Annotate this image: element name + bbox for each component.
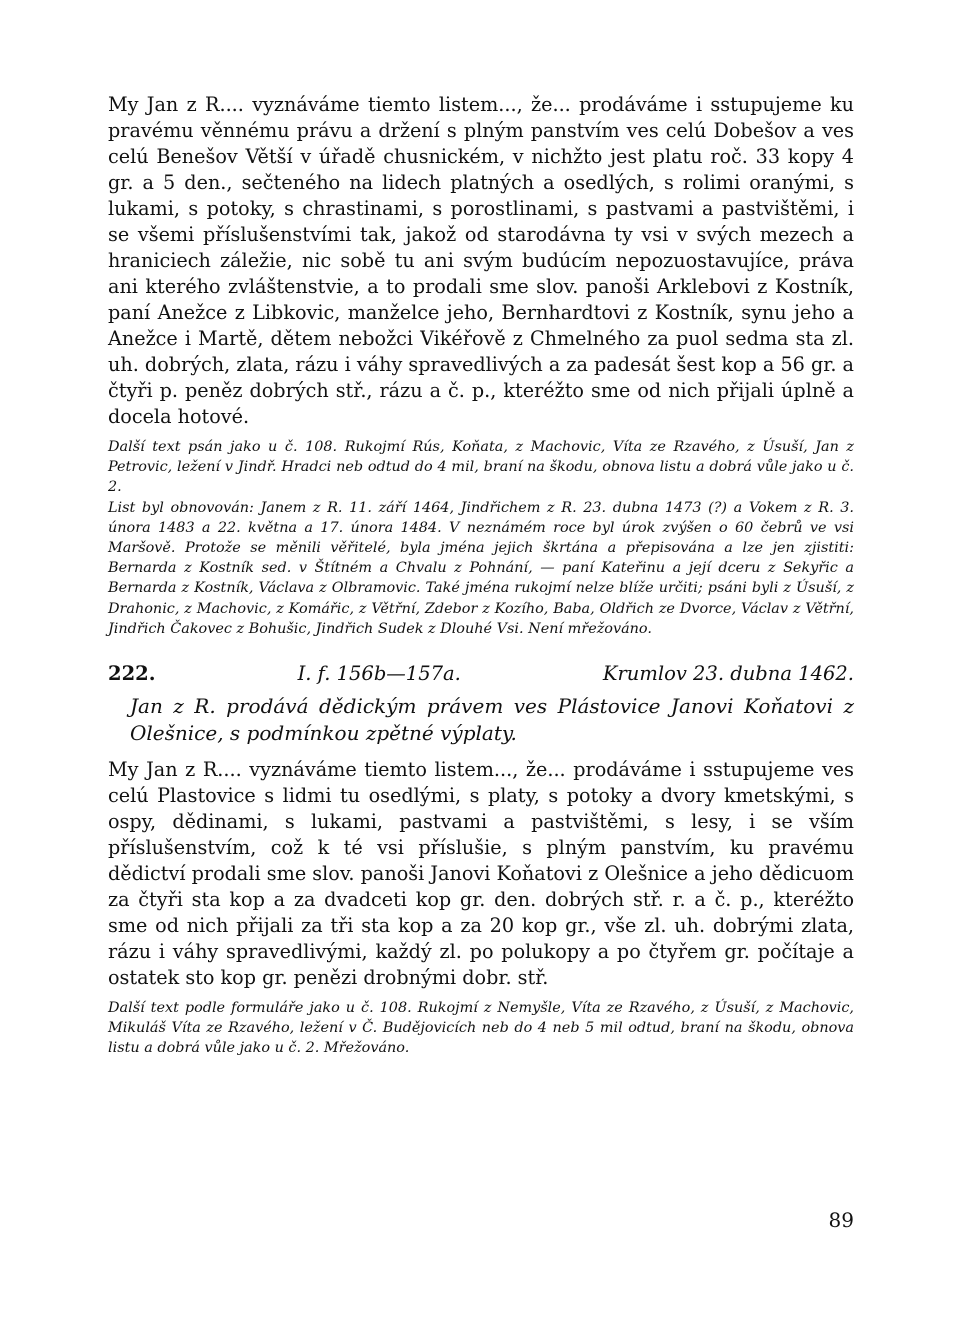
document-place-date: Krumlov 23. dubna 1462. — [602, 662, 854, 686]
document-header — [108, 662, 854, 685]
document-folio: I. f. 156b—157a. — [297, 662, 461, 686]
document-summary: Jan z R. prodává dědickým právem ves Plástovice Janovi Koňatovi z Olešnice, s podmínkou zpětné výplaty. — [130, 694, 854, 746]
document-number: 222. — [108, 662, 156, 686]
section-note-2: List byl obnovován: Janem z R. 11. září 1464, Jindřichem z R. 23. dubna 1473 (?) a Vokem z R. 3. února 1483 a 22. května a 17. února 1484. V neznámém roce byl úrok zvýšen o 60 čebrů ve vsi Maršově. Protože se měnili věřitelé, byla jména jejich škrtána a přepisována a lze jen zjistiti: Bernarda z Kostník sed. v Štítném a Chvalu z Pohnání, — paní Kateřinu a její dceru z Sekyřic a Bernarda z Kostník, Václava z Olbramovic. Také jména rukojmí nelze blíže určiti; psáni byli z Úsuší, z Drahonic, z Machovic, z Komářic, z Větřní, Zdebor z Kozího, Baba, Oldřich ze Dvorce, Václav z Větřní, Jindřich Čakovec z Bohušic, Jindřich Sudek z Dlouhé Vsi. Není mřežováno. — [108, 499, 854, 637]
document-text: My Jan z R.... vyznáváme tiemto listem..., že... prodáváme i sstupujeme ves celú Plastovice s lidmi tu osedlými, s platy, s potoky a dvory kmetskými, s ospy, dědinami, s lukami, pastvami a pastvištěmi, s lesy, i se vším příslušenstvím, což k té vsi příslušie, s plným panstvím, ku pravému dědictví prodali sme slov. panoši Janovi Koňatovi z Olešnice a jeho dědicuom za čtyři sta kop a za dvadceti kop gr. den. dobrých stř. r. a č. p., kteréžto sme od nich přijali za tři sta kop a za 20 kop gr., vše zl. uh. dobrými zlata, rázu i váhy spravedlivými, každý zl. po polukopy a po čtyřem gr. počítaje a ostatek sto kop gr. penězi drobnými dobr. stř. — [108, 758, 854, 990]
document-note: Další text podle formuláře jako u č. 108. Rukojmí z Nemyšle, Víta ze Rzavého, z Úsuší, z Machovic, Mikuláš Víta ze Rzavého, ležení v Č. Budějovicích neb do 4 neb 5 mil odtud, braní na škodu, obnova listu a dobrá vůle jako u č. 2. Mřežováno. — [108, 1000, 854, 1057]
document-notes — [108, 998, 854, 1059]
section-note-1: Další text psán jako u č. 108. Rukojmí Rús, Koňata, z Machovic, Víta ze Rzavého, z Úsuší, Jan z Petrovic, ležení v Jindř. Hradci neb odtud do 4 mil, braní na škodu, obnova listu a dobrá vůle jako u č. 2. — [108, 439, 854, 496]
section-notes — [108, 437, 854, 639]
section-text: My Jan z R.... vyznáváme tiemto listem..., že... prodáváme i sstupujeme ku pravému věnnému právu a držení s plným panstvím ves celú Dobešov a ves celú Benešov Větší v úřadě chusnickém, v nichžto jest platu roč. 33 kopy 4 gr. a 5 den., sečteného na lidech platných a osedlých, s rolimi oranými, s lukami, s potoky, s chrastinami, s porostlinami, s pastvami a pastvištěmi, i se všemi příslušenstvími tak, jakož od starodávna ty vsi v svých mezech a hraniciech záležie, nic sobě tu ani svým budúcím nepozuostavujíce, práva ani kterého zvláštenstvie, a to prodali sme slov. panoši Arklebovi z Kostník, paní Anežce z Libkovic, manželce jeho, Bernhardtovi z Kostník, synu jeho a Anežce i Martě, dětem nebožci Vikéřově z Chmelného za puol sedma sta zl. uh. dobrých, zlata, rázu i váhy spravedlivých a za padesát šest kop a 56 gr. a čtyři p. peněz dobrých stř., rázu a č. p., kteréžto sme od nich přijali úplně a docela hotové. — [108, 93, 854, 428]
page-number: 89 — [828, 1208, 854, 1232]
document-page — [108, 92, 854, 1059]
